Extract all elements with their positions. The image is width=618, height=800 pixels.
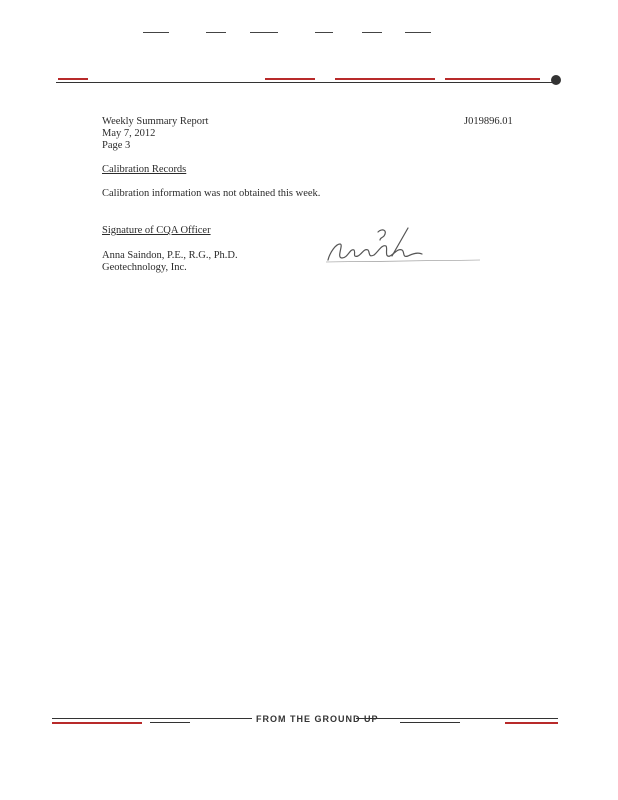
report-page: Page 3 — [102, 140, 131, 151]
report-title: Weekly Summary Report — [102, 116, 209, 127]
footer-tagline: FROM THE GROUND UP — [256, 714, 379, 724]
signature-image — [322, 222, 482, 268]
calibration-text: Calibration information was not obtained this week. — [102, 188, 321, 199]
logo-mark-icon — [551, 75, 561, 85]
report-date: May 7, 2012 — [102, 128, 156, 139]
project-number: J019896.01 — [464, 116, 513, 127]
officer-name: Anna Saindon, P.E., R.G., Ph.D. — [102, 250, 238, 261]
signature-heading: Signature of CQA Officer — [102, 225, 211, 236]
company-name: Geotechnology, Inc. — [102, 262, 187, 273]
calibration-heading: Calibration Records — [102, 164, 187, 175]
